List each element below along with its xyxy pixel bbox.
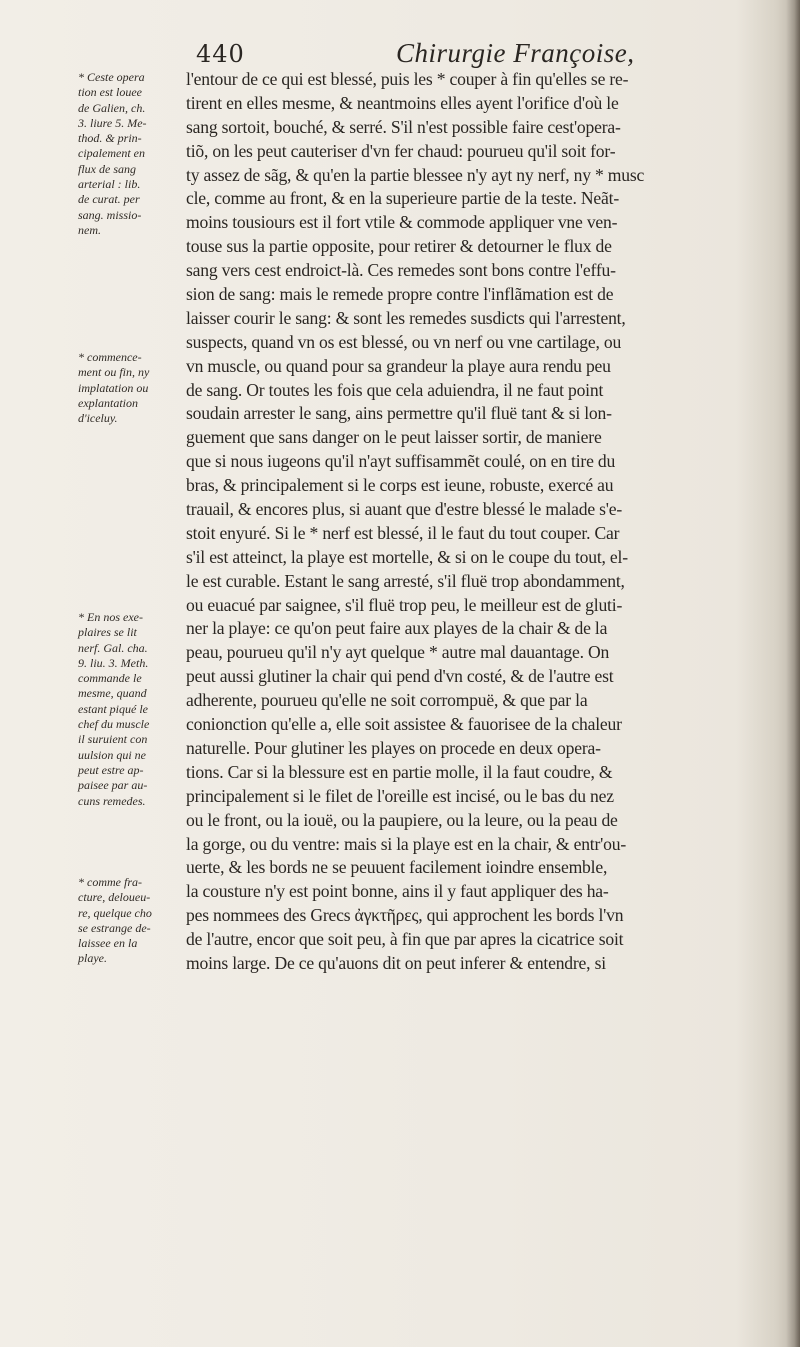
margin-note-line: flux de sang [78, 161, 136, 176]
margin-note-line: * commence- [78, 350, 142, 364]
margin-note-line: cuns remedes. [78, 793, 146, 808]
text-line: ty assez de sãg, & qu'en la partie blessee n'y ayt ny nerf, ny * musc [186, 164, 645, 185]
text-line: sang vers cest endroict-là. Ces remedes sont bons contre l'effu- [186, 260, 616, 281]
text-line: moins large. De ce qu'auons dit on peut inferer & entendre, si [186, 952, 606, 973]
margin-note-line: cipalement en [78, 146, 145, 161]
text-line: tiõ, on les peut cauteriser d'vn fer chaud: pourueu qu'il soit for- [186, 140, 616, 161]
margin-note-line: d'iceluy. [78, 411, 118, 426]
margin-note-line: se estrange de- [78, 920, 151, 935]
text-line: stoit enyuré. Si le * nerf est blessé, il le faut du tout couper. Car [186, 522, 620, 543]
text-line: moins tousiours est il fort vtile & commode appliquer vne ven- [186, 212, 618, 233]
text-line: pes nommees des Grecs ἀγκτῆρες, qui approchent les bords l'vn [186, 905, 624, 926]
margin-note [78, 350, 149, 426]
body-text [186, 68, 786, 976]
margin-note-line: cture, deloueu- [78, 890, 151, 905]
text-line: la cousture n'y est point bonne, ains il y faut appliquer des ha- [186, 881, 609, 902]
text-line: naturelle. Pour glutiner les playes on procede en deux opera- [186, 737, 601, 758]
margin-note-line: plaires se lit [78, 625, 137, 640]
text-line: peau, pourueu qu'il n'y ayt quelque * autre mal dauantage. On [186, 642, 610, 663]
margin-note-line: * Ceste opera [78, 70, 145, 84]
running-title: Chirurgie Françoise, [396, 38, 635, 68]
text-line: touse sus la partie opposite, pour retirer & detourner le flux de [186, 236, 612, 257]
margin-note-line: 3. liure 5. Me- [78, 115, 147, 130]
margin-note-line: mesme, quand [78, 686, 147, 701]
text-line: ou euacué par saignee, s'il fluë trop peu, le meilleur est de gluti- [186, 594, 623, 615]
margin-note-line: nerf. Gal. cha. [78, 640, 148, 655]
text-line: de sang. Or toutes les fois que cela aduiendra, il ne faut point [186, 379, 604, 400]
margin-note-line: thod. & prin- [78, 131, 142, 146]
text-line: ou le front, ou la iouë, ou la paupiere, ou la leure, ou la peau de [186, 809, 618, 830]
page-gutter-shadow [786, 0, 800, 1347]
text-line: conionction qu'elle a, elle soit assistee & fauorisee de la chaleur [186, 714, 622, 735]
margin-note-line: 9. liu. 3. Meth. [78, 655, 149, 670]
text-line: bras, & principalement si le corps est ieune, robuste, exercé au [186, 475, 614, 496]
margin-note-line: * comme fra- [78, 875, 142, 889]
text-line: sang sortoit, bouché, & serré. S'il n'est possible faire cest'opera- [186, 116, 621, 137]
text-line: l'entour de ce qui est blessé, puis les * couper à fin qu'elles se re- [186, 69, 629, 89]
margin-note-line: commande le [78, 671, 142, 686]
text-line: guement que sans danger on le peut laisser sortir, de maniere [186, 427, 602, 448]
margin-note [78, 875, 152, 967]
margin-note-line: de Galien, ch. [78, 100, 146, 115]
margin-note-line: estant piqué le [78, 701, 148, 716]
margin-note-line: tion est louee [78, 85, 142, 100]
text-line: de l'autre, encor que soit peu, à fin que par apres la cicatrice soit [186, 929, 624, 950]
margin-note-line: implatation ou [78, 380, 149, 395]
margin-note-line: playe. [78, 951, 107, 966]
margin-note-line: peut estre ap- [78, 762, 144, 777]
margin-note-line: arterial : lib. [78, 177, 141, 192]
margin-note-line: il suruient con [78, 732, 148, 747]
text-line: le est curable. Estant le sang arresté, s'il fluë trop abondamment, [186, 570, 625, 591]
text-line: que si nous iugeons qu'il n'ayt suffisammẽt coulé, on en tire du [186, 451, 616, 472]
margin-note-line: chef du muscle [78, 717, 150, 732]
margin-note-line: nem. [78, 222, 101, 237]
text-line: vn muscle, ou quand pour sa grandeur la playe aura rendu peu [186, 355, 611, 376]
margin-note-line: re, quelque cho [78, 905, 152, 920]
margin-note-line: explantation [78, 395, 138, 410]
text-line: tirent en elles mesme, & neantmoins elles ayent l'orifice d'où le [186, 92, 619, 113]
page-number: 440 [196, 40, 245, 68]
text-line: la gorge, ou du ventre: mais si la playe est en la chair, & entr'ou- [186, 833, 626, 854]
text-line: peut aussi glutiner la chair qui pend d'vn costé, & de l'autre est [186, 666, 614, 687]
margin-note [78, 610, 149, 809]
margin-note-line: sang. missio- [78, 207, 142, 222]
margin-note-line: uulsion qui ne [78, 747, 146, 762]
text-line: suspects, quand vn os est blessé, ou vn nerf ou vne cartilage, ou [186, 331, 622, 352]
text-line: trauail, & encores plus, si auant que d'estre blessé le malade s'e- [186, 499, 623, 520]
text-line: soudain arrester le sang, ains permettre qu'il fluë tant & si lon- [186, 403, 612, 424]
margin-note-line: ment ou fin, ny [78, 365, 150, 380]
text-line: laisser courir le sang: & sont les remedes susdicts qui l'arrestent, [186, 307, 626, 328]
text-line: cle, comme au front, & en la superieure partie de la teste. Neãt- [186, 188, 619, 209]
margin-note-line: laissee en la [78, 936, 138, 951]
text-line: uerte, & les bords ne se peuuent facilement ioindre ensemble, [186, 857, 608, 878]
margin-note [78, 70, 147, 238]
margin-note-line: de curat. per [78, 192, 140, 207]
text-line: principalement si le filet de l'oreille est incisé, ou le bas du nez [186, 785, 614, 806]
text-line: adherente, pourueu qu'elle ne soit corrompuë, & que par la [186, 690, 588, 711]
margin-note-line: paisee par au- [78, 778, 148, 793]
text-line: s'il est atteinct, la playe est mortelle, & si on le coupe du tout, el- [186, 546, 628, 567]
margin-note-line: * En nos exe- [78, 610, 143, 624]
text-line: ner la playe: ce qu'on peut faire aux playes de la chair & de la [186, 618, 608, 639]
text-line: tions. Car si la blessure est en partie molle, il la faut coudre, & [186, 761, 613, 782]
text-line: sion de sang: mais le remede propre contre l'inflãmation est de [186, 284, 614, 305]
